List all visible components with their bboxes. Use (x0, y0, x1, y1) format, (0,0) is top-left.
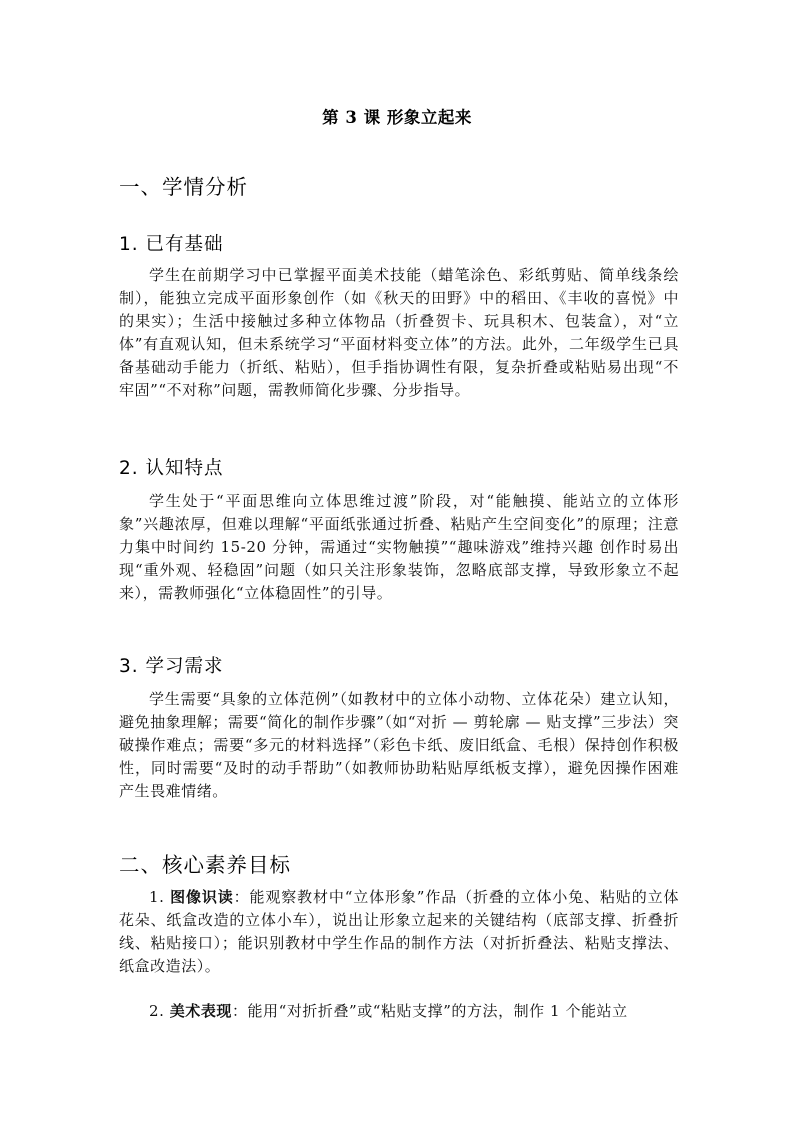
subsection-heading-existing-foundation: 1. 已有基础 (119, 234, 224, 255)
section-heading-core-literacy-goals: 二、核心素养目标 (119, 853, 291, 877)
lesson-title: 第 3 课 形象立起来 (322, 108, 472, 127)
goal-label: 图像识读 (170, 888, 234, 906)
section-heading-learning-analysis: 一、学情分析 (119, 175, 248, 199)
goal-item-art-expression (119, 1000, 679, 1023)
goal-item-image-reading (119, 886, 679, 978)
subsection-heading-cognitive-features: 2. 认知特点 (119, 458, 224, 479)
paragraph-cognitive-features: 学生处于“平面思维向立体思维过渡”阶段，对“能触摸、能站立的立体形象”兴趣浓厚，但难以理解“平面纸张通过折叠、粘贴产生空间变化”的原理；注意力集中时间约 15-20 分钟，需通过“实物触摸”“趣味游戏”维持兴趣 创作时易出现“重外观、轻稳固”问题（如只关注形象装饰，忽略底部支撑，导致形象立不起来），需教师强化“立体稳固性”的引导。 (119, 492, 679, 602)
goal-label: 美术表现 (169, 1002, 232, 1020)
paragraph-learning-needs: 学生需要“具象的立体范例”（如教材中的立体小动物、立体花朵）建立认知，避免抽象理解；需要“简化的制作步骤”（如“对折 — 剪轮廓 — 贴支撑”三步法）突破操作难点；需要“多元的材料选择”（彩色卡纸、废旧纸盒、毛根）保持创作积极性，同时需要“及时的动手帮助”（如教师协助粘贴厚纸板支撑），避免因操作困难产生畏难情绪。 (119, 690, 679, 800)
subsection-heading-learning-needs: 3. 学习需求 (119, 656, 224, 677)
goal-text: ：能用“对折折叠”或“粘贴支撑”的方法，制作 1 个能站立 (231, 1002, 628, 1020)
goal-text: ：能观察教材中“立体形象”作品（折叠的立体小兔、粘贴的立体花朵、纸盒改造的立体小车），说出让形象立起来的关键结构（底部支撑、折叠折线、粘贴接口）；能识别教材中学生作品的制作方法（对折折叠法、粘贴支撑法、纸盒改造法）。 (119, 888, 680, 975)
goal-number: 1. (149, 888, 165, 906)
paragraph-existing-foundation: 学生在前期学习中已掌握平面美术技能（蜡笔涂色、彩纸剪贴、简单线条绘制），能独立完成平面形象创作（如《秋天的田野》中的稻田、《丰收的喜悦》中的果实）；生活中接触过多种立体物品（折叠贺卡、玩具积木、包装盒），对“立体”有直观认知，但未系统学习“平面材料变立体”的方法。此外，二年级学生已具备基础动手能力（折纸、粘贴），但手指协调性有限，复杂折叠或粘贴易出现“不牢固”“不对称”问题，需教师简化步骤、分步指导。 (119, 266, 679, 399)
goal-number: 2. (149, 1002, 165, 1020)
